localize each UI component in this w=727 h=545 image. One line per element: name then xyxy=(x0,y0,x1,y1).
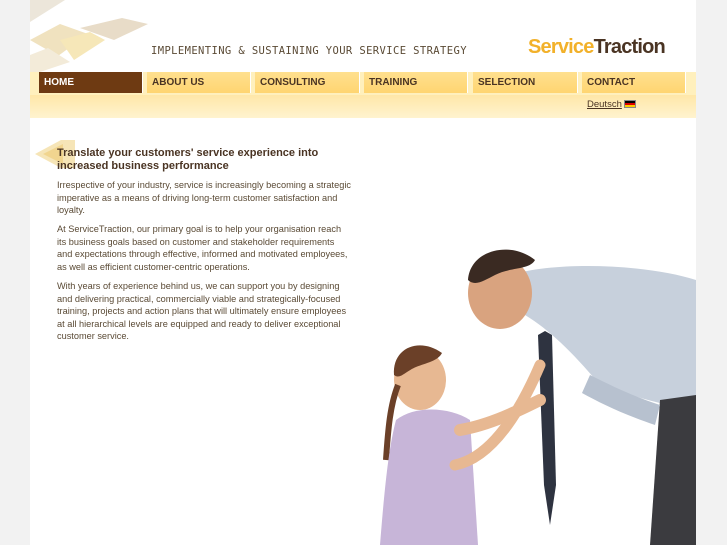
goal-paragraph: At ServiceTraction, our primary goal is to help your organisation reach its business goals based on customer and stakeholder requirements and expectations through effective, informed and motivated employees, as well as efficient customer-centric operations. xyxy=(57,224,348,272)
language-label: Deutsch xyxy=(587,99,622,110)
nav-contact[interactable]: CONTACT xyxy=(582,72,686,93)
servicetraction-logo[interactable] xyxy=(528,36,665,59)
nav-selection[interactable]: SELECTION xyxy=(473,72,578,93)
logo-part-traction: Traction xyxy=(593,36,665,58)
german-flag-icon xyxy=(624,100,636,108)
nav-training[interactable]: TRAINING xyxy=(364,72,468,93)
logo-part-service: Service xyxy=(528,36,594,58)
man-and-girl-photo xyxy=(360,235,696,545)
experience-paragraph: With years of experience behind us, we can support you by designing and delivering practical, commercially viable and strategically-focused training, projects and action plans that will ultimately ensure employees at all hierarchical levels are equipped and ready to deliver exceptional customer service. xyxy=(57,281,347,342)
tagline: IMPLEMENTING & SUSTAINING YOUR SERVICE STRATEGY xyxy=(151,45,467,57)
main-headline: Translate your customers' service experience into increased business performance xyxy=(57,147,319,172)
intro-paragraph: Irrespective of your industry, service is increasingly becoming a strategic imperative as a means of driving long-term customer satisfaction and loyalty. xyxy=(57,180,351,216)
nav-home[interactable]: HOME xyxy=(39,72,143,93)
language-link[interactable] xyxy=(587,99,636,110)
page-container xyxy=(30,0,696,545)
decorative-diamonds xyxy=(30,0,160,72)
nav-about-us[interactable]: ABOUT US xyxy=(147,72,251,93)
main-nav xyxy=(30,72,696,95)
nav-consulting[interactable]: CONSULTING xyxy=(255,72,360,93)
